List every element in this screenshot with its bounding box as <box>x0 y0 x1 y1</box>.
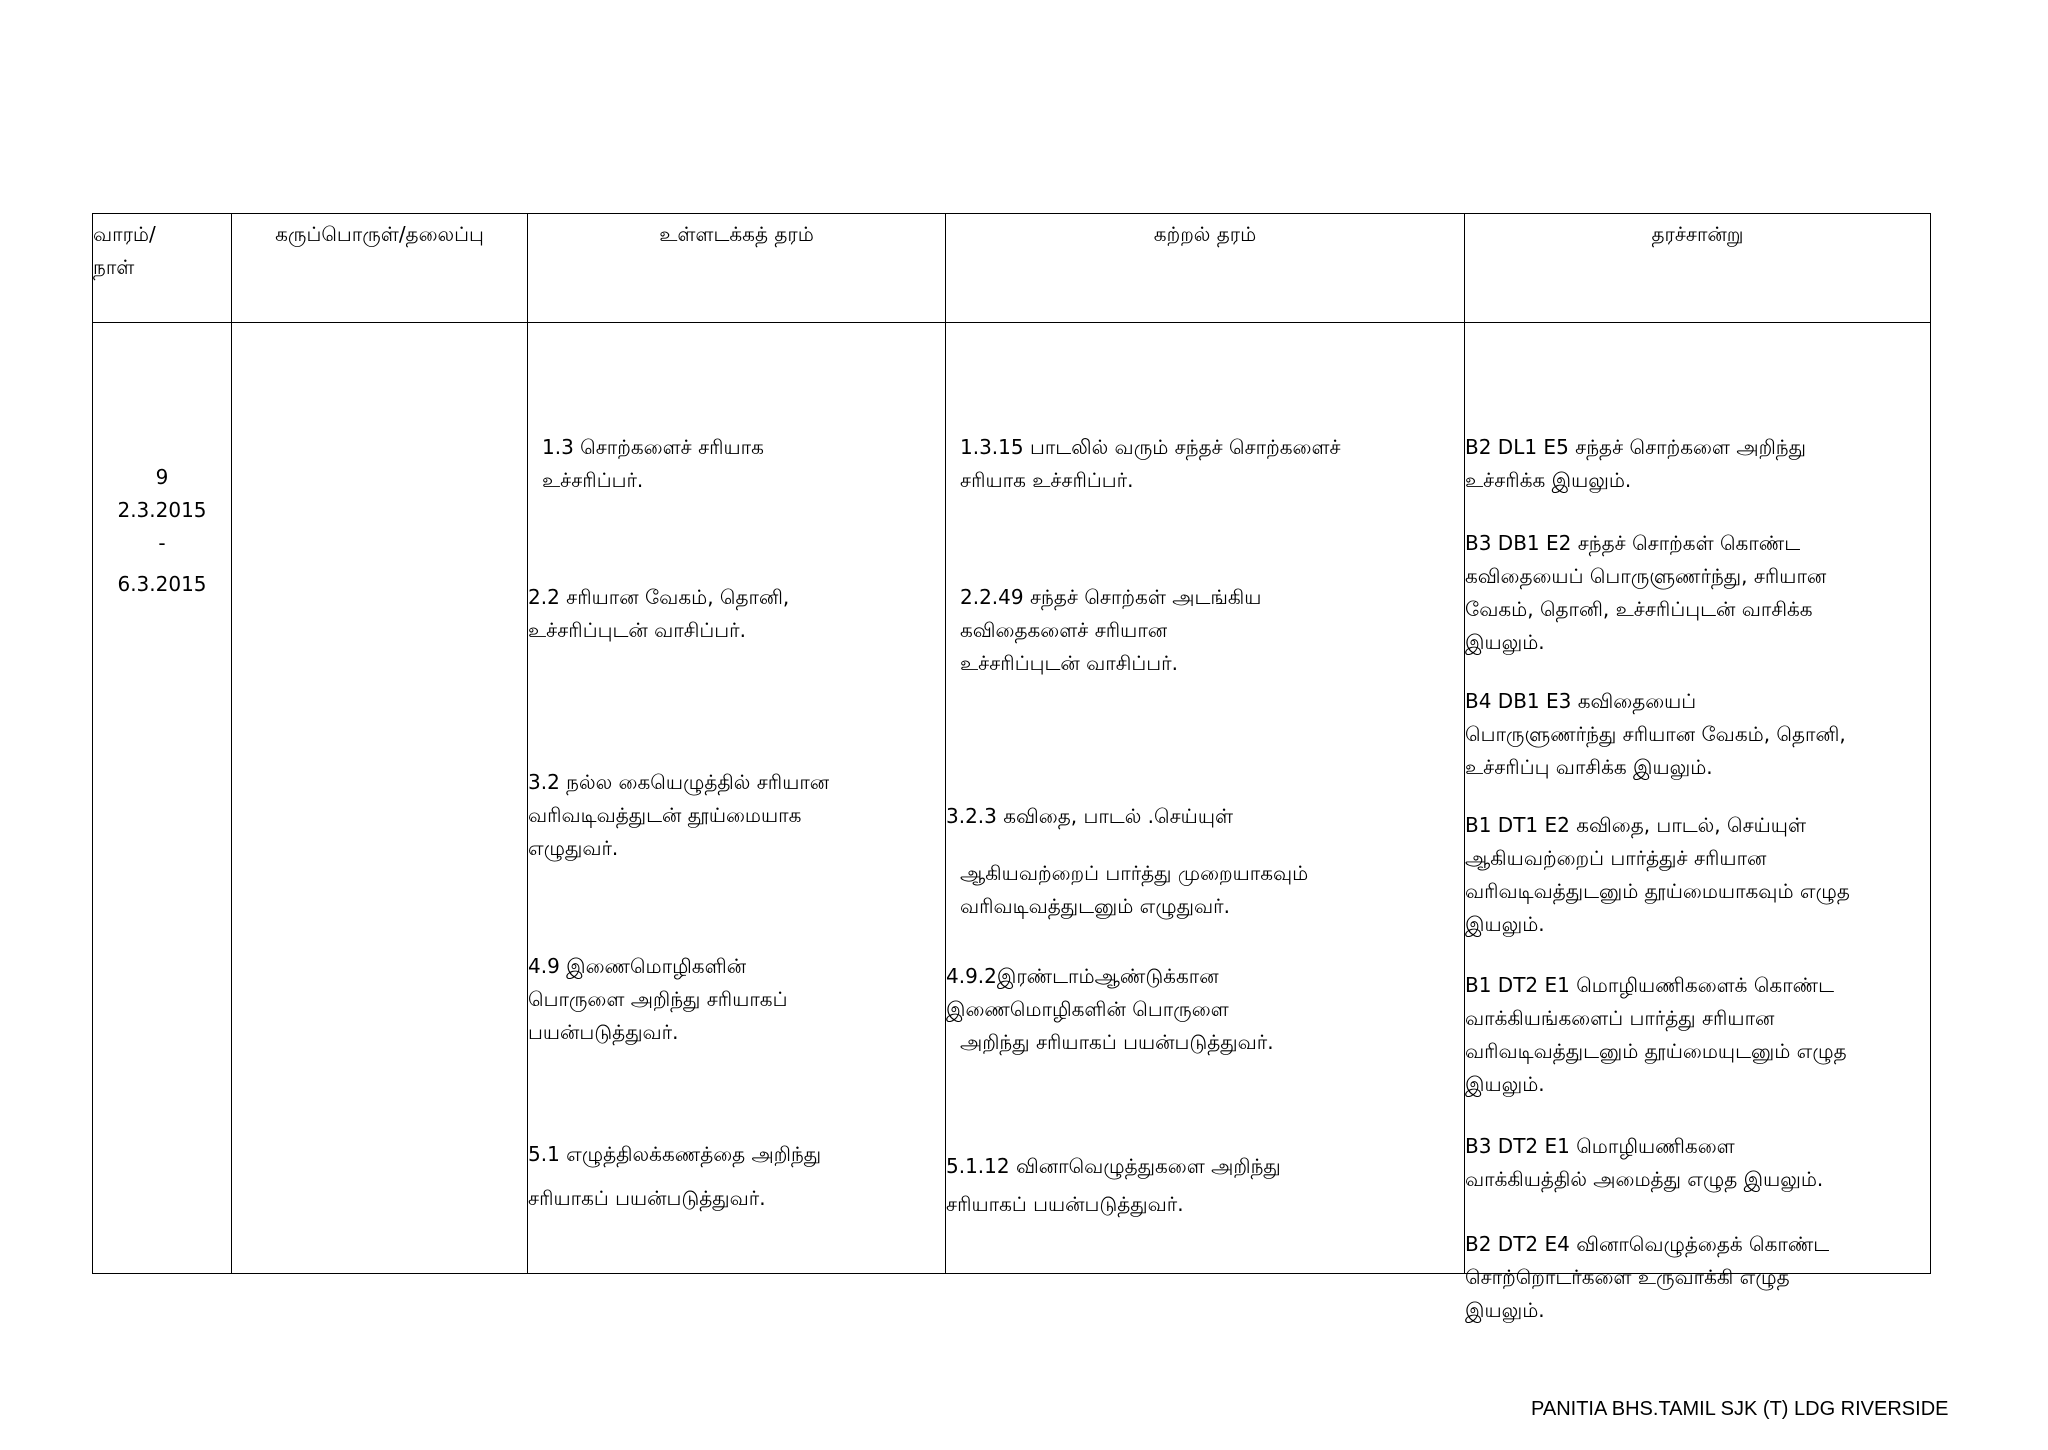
week-start-date: 2.3.2015 <box>117 498 207 522</box>
header-criteria: தரச்சான்று <box>1465 214 1931 323</box>
header-content-standard: உள்ளடக்கத் தரம் <box>528 214 946 323</box>
learning-standard-cell <box>946 323 1465 1274</box>
content-standard-5: 5.1 எழுத்திலக்கணத்தை அறிந்து சரியாகப் பயன்படுத்துவர். <box>528 1142 822 1210</box>
criteria-5: B1 DT2 E1 மொழியணிகளைக் கொண்ட வாக்கியங்களைப் பார்த்து சரியான வரிவடிவத்துடனும் தூய்மையுடனும் எழுத இயலும். <box>1465 973 1847 1096</box>
header-learning-standard: கற்றல் தரம் <box>946 214 1465 323</box>
learning-standard-3-cont: ஆகியவற்றைப் பார்த்து முறையாகவும் வரிவடிவத்துடனும் எழுதுவர். <box>960 861 1309 918</box>
criteria-1: B2 DL1 E5 சந்தச் சொற்களை அறிந்து உச்சரிக்க இயலும். <box>1465 435 1806 492</box>
header-week-line2: நாள் <box>93 255 135 279</box>
criteria-3: B4 DB1 E3 கவிதையைப் பொருளுணர்ந்து சரியான வேகம், தொனி, உச்சரிப்பு வாசிக்க இயலும். <box>1465 689 1846 779</box>
week-row <box>93 323 1931 1274</box>
header-week <box>93 214 232 323</box>
week-date-dash: - <box>158 531 166 555</box>
week-cell <box>93 323 232 1274</box>
header-topic: கருப்பொருள்/தலைப்பு <box>232 214 528 323</box>
content-standard-1: 1.3 சொற்களைச் சரியாக உச்சரிப்பர். <box>542 435 764 492</box>
content-standard-cell <box>528 323 946 1274</box>
learning-standard-4: 4.9.2இரண்டாம்ஆண்டுக்கான இணைமொழிகளின் பொருளை அறிந்து சரியாகப் பயன்படுத்துவர். <box>946 964 1274 1054</box>
header-week-line1: வாரம்/ <box>93 222 156 246</box>
header-row <box>93 214 1931 323</box>
learning-standard-3: 3.2.3 கவிதை, பாடல் .செய்யுள் <box>946 804 1234 828</box>
criteria-2: B3 DB1 E2 சந்தச் சொற்கள் கொண்ட கவிதையைப் பொருளுணர்ந்து, சரியான வேகம், தொனி, உச்சரிப்புடன் வாசிக்க இயலும். <box>1465 531 1827 654</box>
topic-cell <box>232 323 528 1274</box>
content-standard-3: 3.2 நல்ல கையெழுத்தில் சரியான வரிவடிவத்துடன் தூய்மையாக எழுதுவர். <box>528 770 830 860</box>
week-number: 9 <box>155 465 169 489</box>
criteria-7: B2 DT2 E4 வினாவெழுத்தைக் கொண்ட சொற்றொடர்களை உருவாக்கி எழுத இயலும். <box>1465 1232 1830 1322</box>
page-footer: PANITIA BHS.TAMIL SJK (T) LDG RIVERSIDE <box>1531 1398 1949 1420</box>
learning-standard-1: 1.3.15 பாடலில் வரும் சந்தச் சொற்களைச் சரியாக உச்சரிப்பர். <box>960 435 1341 492</box>
lesson-plan-table <box>92 213 1931 1322</box>
learning-standard-2: 2.2.49 சந்தச் சொற்கள் அடங்கிய கவிதைகளைச் சரியான உச்சரிப்புடன் வாசிப்பர். <box>960 585 1262 675</box>
content-standard-2: 2.2 சரியான வேகம், தொனி, உச்சரிப்புடன் வாசிப்பர். <box>528 585 790 642</box>
content-standard-4: 4.9 இணைமொழிகளின் பொருளை அறிந்து சரியாகப் பயன்படுத்துவர். <box>528 954 788 1044</box>
criteria-4: B1 DT1 E2 கவிதை, பாடல், செய்யுள் ஆகியவற்றைப் பார்த்துச் சரியான வரிவடிவத்துடனும் தூய்மையாகவும் எழுத இயலும். <box>1465 813 1850 936</box>
learning-standard-5: 5.1.12 வினாவெழுத்துகளை அறிந்து சரியாகப் பயன்படுத்துவர். <box>946 1154 1281 1216</box>
week-end-date: 6.3.2015 <box>117 572 207 596</box>
criteria-cell <box>1465 323 1931 1322</box>
criteria-6: B3 DT2 E1 மொழியணிகளை வாக்கியத்தில் அமைத்து எழுத இயலும். <box>1465 1134 1824 1191</box>
